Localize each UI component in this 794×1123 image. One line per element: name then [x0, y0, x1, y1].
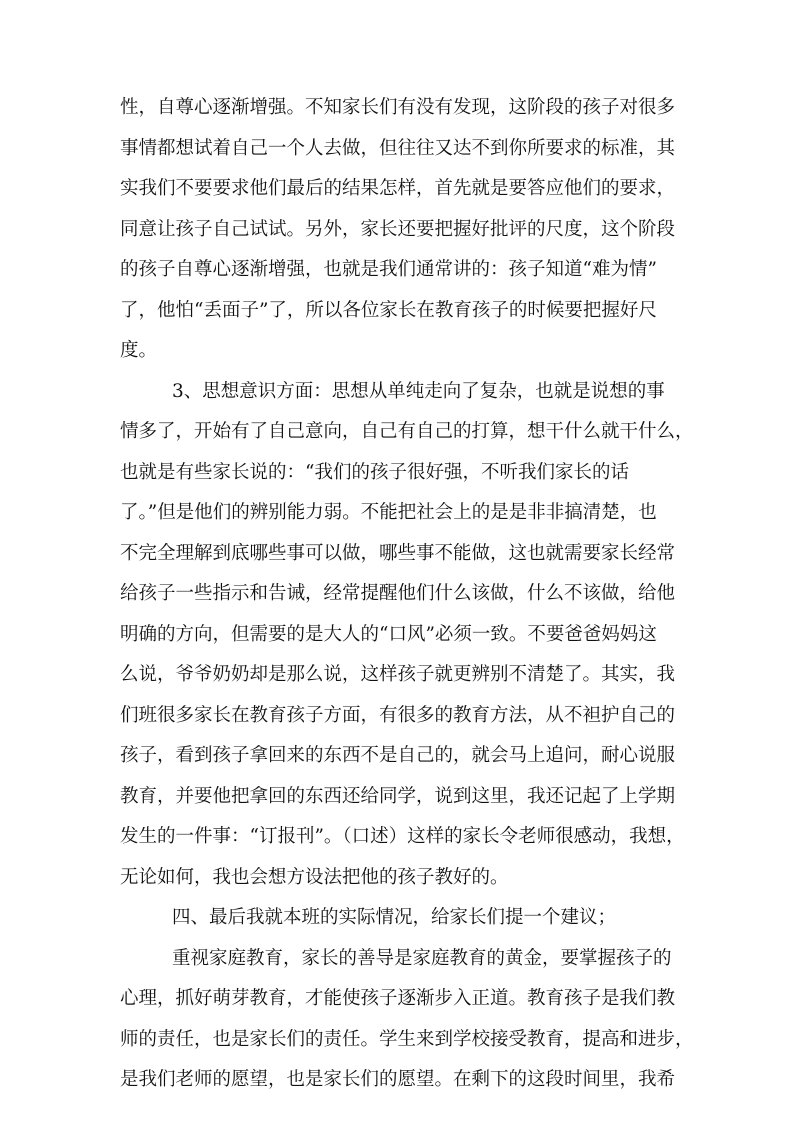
text-line: 也就是有些家长说的：“我们的孩子很好强，不听我们家长的话	[120, 461, 629, 483]
text-line: 了。”但是他们的辨别能力弱。不能把社会上的是是非非搞清楚，也	[120, 502, 657, 523]
text-line: 事情都想试着自己一个人去做，但往往又达不到你所要求的标准，其	[120, 137, 676, 159]
text-line: 情多了，开始有了自己意向，自己有自己的打算，想干什么就干什么，	[120, 421, 694, 442]
text-line: 发生的一件事：“订报刊”。（口述）这样的家长令老师很感动，我想，	[120, 826, 685, 847]
text-line: 3、思想意识方面：思想从单纯走向了复杂，也就是说想的事	[172, 380, 665, 402]
text-line: 的孩子自尊心逐渐增强，也就是我们通常讲的：孩子知道“难为情”	[120, 259, 657, 280]
body-text	[120, 88, 694, 1101]
text-line: 是我们老师的愿望，也是家长们的愿望。在剩下的这段时间里，我希	[120, 1069, 676, 1090]
text-line: 心理，抓好萌芽教育，才能使孩子逐渐步入正道。教育孩子是我们教	[120, 988, 676, 1009]
text-line: 性，自尊心逐渐增强。不知家长们有没有发现，这阶段的孩子对很多	[120, 97, 676, 118]
text-line: 同意让孩子自己试试。另外，家长还要把握好批评的尺度，这个阶段	[120, 218, 676, 240]
text-line: 度。	[120, 340, 158, 361]
text-line: 四、最后我就本班的实际情况，给家长们提一个建议；	[172, 907, 617, 928]
text-line: 重视家庭教育，家长的善导是家庭教育的黄金，要掌握孩子的	[172, 947, 672, 969]
text-line: 了，他怕“丢面子”了，所以各位家长在教育孩子的时候要把握好尺	[120, 299, 657, 321]
text-line: 给孩子一些指示和告诫，经常提醒他们什么该做，什么不该做，给他	[120, 583, 676, 604]
text-line: 么说，爷爷奶奶却是那么说，这样孩子就更辨别不清楚了。其实，我	[120, 664, 676, 685]
text-line: 们班很多家长在教育孩子方面，有很多的教育方法，从不袒护自己的	[120, 704, 676, 726]
text-line: 师的责任，也是家长们的责任。学生来到学校接受教育，提高和进步，	[120, 1028, 694, 1050]
text-line: 明确的方向，但需要的是大人的“口风”必须一致。不要爸爸妈妈这	[120, 623, 657, 645]
text-line: 无论如何，我也会想方设法把他的孩子教好的。	[120, 866, 509, 888]
text-line: 不完全理解到底哪些事可以做，哪些事不能做，这也就需要家长经常	[120, 542, 676, 564]
text-line: 教育，并要他把拿回的东西还给同学，说到这里，我还记起了上学期	[120, 785, 676, 807]
text-line: 实我们不要要求他们最后的结果怎样，首先就是要答应他们的要求，	[120, 178, 676, 199]
text-line: 孩子，看到孩子拿回来的东西不是自己的，就会马上追问，耐心说服	[120, 745, 676, 766]
